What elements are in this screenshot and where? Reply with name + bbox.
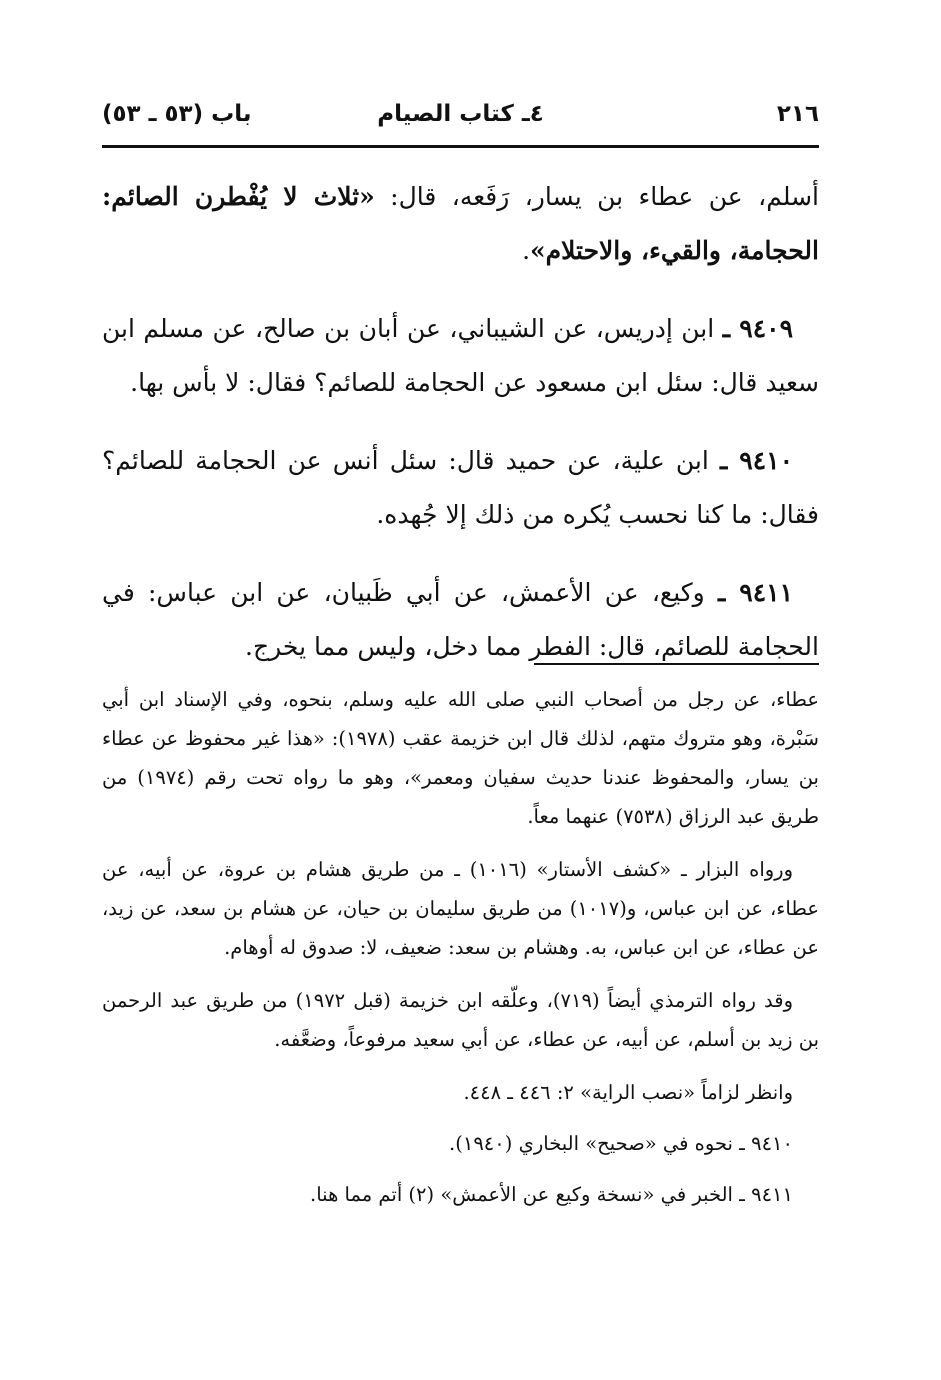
hadith-quote: «ثلاث لا يُفْطرن الصائم: الحجامة، والقيء، والاحتلام» xyxy=(102,182,819,265)
footnote-paragraph: وانظر لزاماً «نصب الراية» ٢: ٤٤٦ ـ ٤٤٨. xyxy=(463,1081,793,1104)
paragraph-continuation xyxy=(102,170,819,278)
hadith-text: وكيع، عن الأعمش، عن أبي ظَبيان، عن ابن عباس: في الحجامة للصائم، قال: الفطر مما دخل، وليس مما يخرج. xyxy=(102,578,819,661)
hadith-9411 xyxy=(102,566,819,674)
page-number: ٢١٦ xyxy=(776,101,819,127)
footnote-paragraph: وقد رواه الترمذي أيضاً (٧١٩)، وعلّقه ابن خزيمة (قبل ١٩٧٢) من طريق عبد الرحمن بن زيد بن أسلم، عن أبيه، عن عطاء، عن أبي سعيد مرفوعاً، وضعَّفه. xyxy=(102,989,819,1051)
book-title: ٤ـ كتاب الصيام xyxy=(377,101,544,127)
main-text xyxy=(102,170,819,698)
hadith-number: ٩٤١٠ ـ xyxy=(720,446,793,475)
footnote-paragraph: ورواه البزار ـ «كشف الأستار» (١٠١٦) ـ من طريق هشام بن عروة، عن أبيه، عن عطاء، عن ابن عباس، و(١٠١٧) من طريق سليمان بن حيان، عن هشام بن سعد، عن زيد، عن عطاء، عن ابن عباس، به. وهشام بن سعد: ضعيف، لا: صدوق له أوهام. xyxy=(102,858,819,959)
header-divider xyxy=(102,145,819,148)
paragraph-end: . xyxy=(522,236,531,265)
footnotes xyxy=(102,680,819,1226)
hadith-9409 xyxy=(102,302,819,410)
hadith-number: ٩٤١١ ـ xyxy=(717,578,794,607)
chapter-label: باب (٥٣ ـ ٥٣) xyxy=(102,101,252,127)
hadith-number: ٩٤٠٩ ـ xyxy=(722,314,793,343)
footnote-paragraph: ٩٤١١ ـ الخبر في «نسخة وكيع عن الأعمش» (٢) أتم مما هنا. xyxy=(310,1183,793,1206)
footnote-paragraph: عطاء، عن رجل من أصحاب النبي صلى الله عليه وسلم، بنحوه، وفي الإسناد ابن أبي سَبْرة، وهو متروك متهم، لذلك قال ابن خزيمة عقب (١٩٧٨): «هذا غير محفوظ عن عطاء بن يسار، والمحفوظ عندنا حديث سفيان ومعمر»، وهو ما رواه تحت رقم (١٩٧٤) من طريق عبد الرزاق (٧٥٣٨) عنهما معاً. xyxy=(102,688,819,828)
hadith-9410 xyxy=(102,434,819,542)
paragraph-text: أسلم، عن عطاء بن يسار، رَفَعه، قال: xyxy=(374,182,820,211)
footnote-divider xyxy=(534,663,819,665)
hadith-text: ابن إدريس، عن الشيباني، عن أبان بن صالح، عن مسلم ابن سعيد قال: سئل ابن مسعود عن الحجامة للصائم؟ فقال: لا بأس بها. xyxy=(102,314,819,397)
hadith-text: ابن علية، عن حميد قال: سئل أنس عن الحجامة للصائم؟ فقال: ما كنا نحسب يُكره من ذلك إلا جُهده. xyxy=(102,446,819,529)
footnote-paragraph: ٩٤١٠ ـ نحوه في «صحيح» البخاري (١٩٤٠). xyxy=(449,1132,793,1155)
page-header xyxy=(102,92,819,136)
